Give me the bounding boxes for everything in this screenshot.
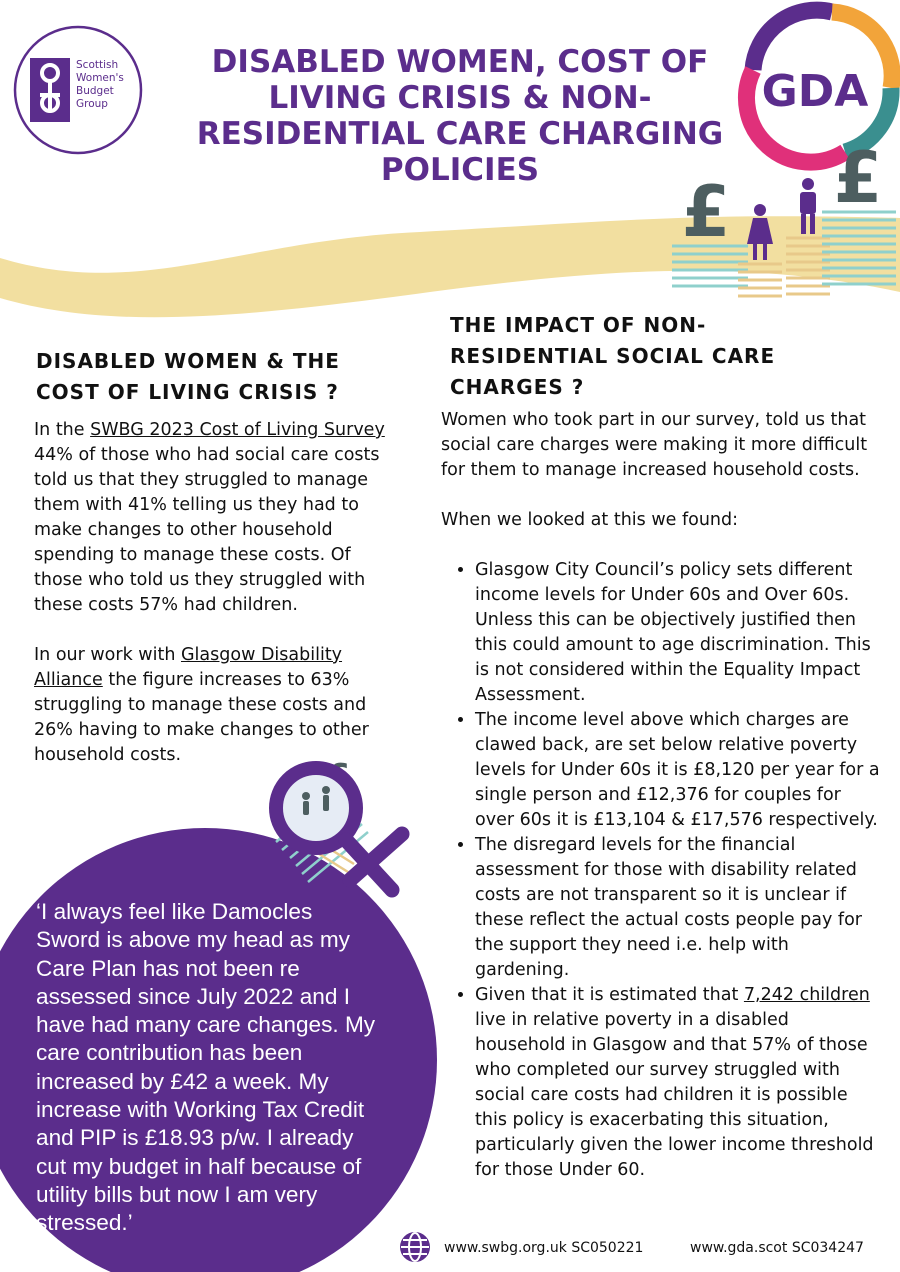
intro-paragraph: Women who took part in our survey, told us that social care charges were making it more difficult for them to manage increased household costs. [441, 410, 868, 480]
pound-icon: £ [833, 137, 883, 219]
text-span: Given that it is estimated that [475, 985, 744, 1005]
swbg-logo-line: Scottish [76, 59, 119, 71]
text-span: 44% of those who had social care costs told us that they struggled to manage them with 41% telling us they had to make changes to other household spending to manage these costs. Of those who told us they struggled with these costs 57% had children. [34, 445, 380, 615]
page-title: DISABLED WOMEN, COST OF LIVING CRISIS & NON-RESIDENTIAL CARE CHARGING POLICIES [196, 44, 724, 188]
swbg-logo-line: Women's [76, 72, 124, 84]
list-item: • Glasgow City Council’s policy sets different income levels for Under 60s and Over 60s. Unless this can be objectively justified then this could amount to age discrimination. This is not considered within the Equality Impact Assessment. [475, 558, 881, 708]
left-section-body [34, 418, 394, 768]
text-span: In the [34, 420, 91, 440]
list-item [475, 983, 881, 1183]
text-span: live in relative poverty in a disabled household in Glasgow and that 57% of those who completed our survey struggled with social care costs had children it is possible this policy is exacerbating this situation, particularly given the lower income threshold for those Under 60. [475, 1010, 874, 1180]
swbg-logo-line: Group [76, 98, 108, 110]
left-section-heading: DISABLED WOMEN & THE COST OF LIVING CRISIS ? [36, 349, 340, 404]
quote-text: ‘I always feel like Damocles Sword is above my head as my Care Plan has not been re assessed since July 2022 and I have had many care changes. My care contribution has been increased by £42 a week. My increase with Working Tax Credit and PIP is £18.93 p/w. I already cut my budget in half because of utility bills but now I am very stressed.’ [36, 899, 376, 1236]
right-section-body [441, 408, 881, 1183]
gda-link[interactable]: Glasgow Disability Alliance [34, 645, 343, 690]
lead-paragraph: When we looked at this we found: [441, 510, 739, 530]
text-span: the figure increases to 63% struggling to manage these costs and 26% having to make changes to other household costs. [34, 670, 369, 765]
children-poverty-link[interactable]: 7,242 children [743, 985, 870, 1005]
findings-list [441, 558, 881, 1183]
list-item: • The income level above which charges are clawed back, are set below relative poverty levels for Under 60s it is £8,120 per year for a single person and £12,376 for couples for over 60s it is £13,104 & £17,576 respectively. [475, 708, 881, 833]
list-item: • The disregard levels for the financial assessment for those with disability related costs are not transparent so it is unclear if these reflect the actual costs people pay for the support they need i.e. help with gardening. [475, 833, 881, 983]
globe-icon [401, 1233, 429, 1261]
footer-swbg: www.swbg.org.uk SC050221 [444, 1240, 644, 1256]
pound-icon: £ [681, 171, 731, 253]
swbg-logo-text [76, 59, 146, 111]
swbg-logo-line: Budget [76, 85, 114, 97]
text-span: In our work with [34, 645, 181, 665]
paragraph [34, 643, 394, 768]
footer-gda: www.gda.scot SC034247 [690, 1240, 864, 1256]
survey-link[interactable]: SWBG 2023 Cost of Living Survey [90, 420, 385, 440]
paragraph [34, 418, 394, 618]
gda-logo-text: GDA [761, 66, 869, 117]
right-section-heading: THE IMPACT OF NON-RESIDENTIAL SOCIAL CARE CHARGES ? [450, 313, 776, 399]
